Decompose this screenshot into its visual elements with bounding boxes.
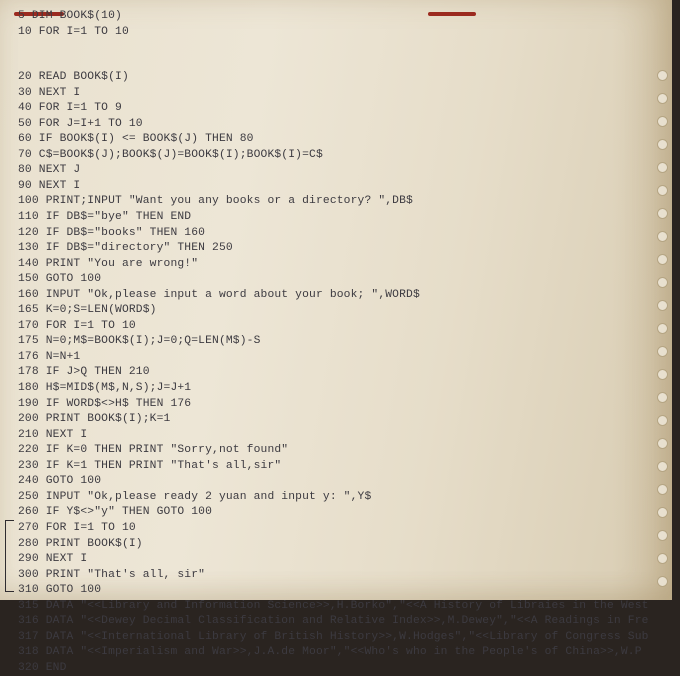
punch-holes <box>657 70 669 599</box>
code-line: 316 DATA "<<Dewey Decimal Classification and Relative Index>>,M.Dewey","<<A Readings in Fre <box>18 615 649 628</box>
code-line: 10 FOR I=1 TO 10 <box>18 25 129 38</box>
code-line: 175 N=0;M$=BOOK$(I);J=0;Q=LEN(M$)-S <box>18 335 261 348</box>
code-line: 315 DATA "<<Library and Information Science>>,H.Borko","<<A History of Libraies in the West <box>18 599 649 612</box>
code-line: 190 IF WORD$<>H$ THEN 176 <box>18 397 192 410</box>
code-line: 20 READ BOOK$(I) <box>18 71 129 84</box>
code-line: 200 PRINT BOOK$(I);K=1 <box>18 413 171 426</box>
code-line: 5 DIM BOOK$(10) <box>18 10 122 22</box>
code-line: 230 IF K=1 THEN PRINT "That's all,sir" <box>18 459 282 472</box>
code-line: 250 INPUT "Ok,please ready 2 yuan and input y: ",Y$ <box>18 490 372 503</box>
code-line: 160 INPUT "Ok,please input a word about your book; ",WORD$ <box>18 288 420 301</box>
code-line: 320 END <box>18 661 67 674</box>
code-line: 80 NEXT J <box>18 164 81 177</box>
code-lines <box>18 70 668 676</box>
code-line: 130 IF DB$="directory" THEN 250 <box>18 242 233 255</box>
code-line: 180 H$=MID$(M$,N,S);J=J+1 <box>18 382 192 395</box>
code-line: 290 NEXT I <box>18 553 88 566</box>
code-line: 50 FOR J=I+1 TO 10 <box>18 117 143 130</box>
code-line: 150 GOTO 100 <box>18 273 102 286</box>
code-line: 210 NEXT I <box>18 428 88 441</box>
data-block-bracket <box>5 520 14 592</box>
code-line: 170 FOR I=1 TO 10 <box>18 319 136 332</box>
code-line: 120 IF DB$="books" THEN 160 <box>18 226 206 239</box>
code-line: 110 IF DB$="bye" THEN END <box>18 211 192 224</box>
code-line: 40 FOR I=1 TO 9 <box>18 102 122 115</box>
basic-program-listing <box>18 9 668 676</box>
code-line: 220 IF K=0 THEN PRINT "Sorry,not found" <box>18 444 289 457</box>
code-line: 178 IF J>Q THEN 210 <box>18 366 150 379</box>
code-line: 140 PRINT "You are wrong!" <box>18 257 199 270</box>
code-line: 260 IF Y$<>"y" THEN GOTO 100 <box>18 506 213 519</box>
code-line: 280 PRINT BOOK$(I) <box>18 537 143 550</box>
code-line: 240 GOTO 100 <box>18 475 102 488</box>
code-line: 165 K=0;S=LEN(WORD$) <box>18 304 157 317</box>
code-line: 310 GOTO 100 <box>18 584 102 597</box>
code-line: 70 C$=BOOK$(J);BOOK$(J)=BOOK$(I);BOOK$(I)=C$ <box>18 148 323 161</box>
code-line: 176 N=N+1 <box>18 350 81 363</box>
code-line: 90 NEXT I <box>18 179 81 192</box>
code-line: 100 PRINT;INPUT "Want you any books or a directory? ",DB$ <box>18 195 413 208</box>
code-line: 300 PRINT "That's all, sir" <box>18 568 206 581</box>
code-line: 30 NEXT I <box>18 86 81 99</box>
code-line: 60 IF BOOK$(I) <= BOOK$(J) THEN 80 <box>18 133 254 146</box>
code-line: 317 DATA "<<International Library of British History>>,W.Hodges","<<Library of Congress Sub <box>18 630 649 643</box>
code-line: 318 DATA "<<Imperialism and War>>,J.A.de Moor","<<Who's who in the People's of China>>,W.P <box>18 646 642 659</box>
code-line: 270 FOR I=1 TO 10 <box>18 521 136 534</box>
